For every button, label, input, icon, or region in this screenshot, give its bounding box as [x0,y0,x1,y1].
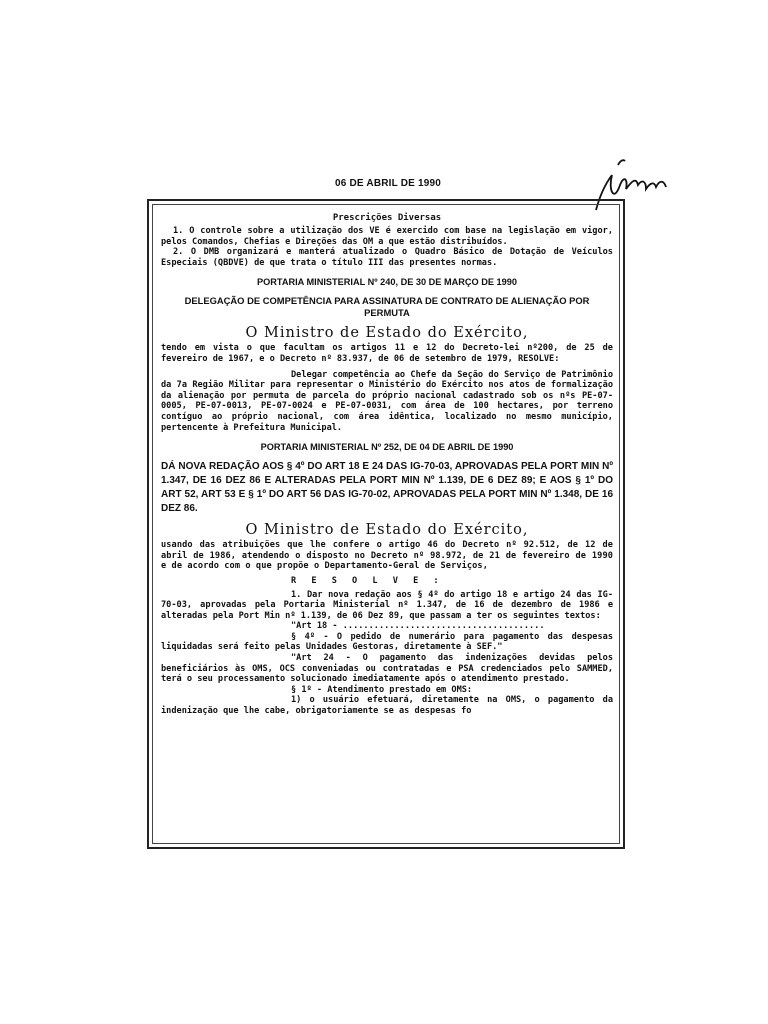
page-date: 06 DE ABRIL DE 1990 [335,178,442,189]
portaria-title: PORTARIA MINISTERIAL Nº 252, DE 04 DE ABRIL DE 1990 [260,442,514,453]
minister-heading: O Ministro de Estado do Exército, [245,325,529,342]
section-title: Prescrições Diversas [332,213,442,223]
paragraph: Delegar competência ao Chefe da Seção do Serviço de Patrimônio da 7a Região Militar para representar o Ministério do Exército nos atos de formalização da alienação por permuta de parcela do próprio nacional cadastrado sob os nºs PE-07-0005, PE-07-0013, PE-07-0024 e PE-07-0031, com área de 100 hectares, por terreno contíguo ao próprio nacional, com área idêntica, localizado no mesmo município, pertencente à Prefeitura Municipal. [161,369,613,433]
paragraph: tendo em vista o que facultam os artigos 11 e 12 do Decreto-lei nº200, de 25 de fevereiro de 1967, e o Decreto nº 83.937, de 06 de setembro de 1979, RESOLVE: [161,343,613,364]
paragraph: "Art 18 - ....................................... [291,621,545,632]
paragraph: usando das atribuições que lhe confere o artigo 46 do Decreto nº 92.512, de 12 de abril de 1986, atendendo o disposto no Decreto nº 98.972, de 21 de fevereiro de 1990 e de acordo com o que propõe o Departamento-Geral de Serviços, [161,540,613,572]
portaria-ementa: DÁ NOVA REDAÇÃO AOS § 4º DO ART 18 E 24 DAS IG-70-03, APROVADAS PELA PORT MIN Nº 1.347, DE 16 DEZ 86 E ALTERADAS PELA PORT MIN Nº 1.139, DE 6 DEZ 89; E AOS § 1º DO ART 52, ART 53 E § 1º DO ART 56 DAS IG-70-02, APROVADAS PELA PORT MIN Nº 1.348, DE 16 DEZ 86. [161,461,613,515]
paragraph: § 4º - O pedido de numerário para pagamento das despesas liquidadas será feito pelas Unidades Gestoras, diretamente à SEF." [161,631,613,653]
portaria-title: PORTARIA MINISTERIAL Nº 240, DE 30 DE MARÇO DE 1990 [257,277,517,288]
minister-heading: O Ministro de Estado do Exército, [245,522,529,539]
paragraph: § 1º - Atendimento prestado em OMS: [291,684,473,695]
document-body [161,213,613,717]
paragraph: "Art 24 - O pagamento das indenizações devidas pelos beneficiários às OMS, OCS conveniadas ou contratadas e PSA credenciados pelo SAMMED, terá o seu processamento solucionado imediatamente após o atendimento prestado. [161,653,613,685]
portaria-ementa: DELEGAÇÃO DE COMPETÊNCIA PARA ASSINATURA DE CONTRATO DE ALIENAÇÃO POR PERMUTA [184,295,590,319]
paragraph: 1) o usuário efetuará, diretamente na OMS, o pagamento da indenização que lhe cabe, obrigatoriamente se as despesas fo [161,695,613,717]
paragraph: 1. Dar nova redação aos § 4º do artigo 18 e artigo 24 das IG-70-03, aprovadas pela Portaria Ministerial nº 1.347, de 16 de dezembro de 1986 e alteradas pela Port Min nº 1.139, de 06 Dez 89, que passam a ter os seguintes textos: [161,589,613,621]
paragraph: 1. O controle sobre a utilização dos VE é exercido com base na legislação em vigor, pelos Comandos, Chefias e Direções das OM a que estão distribuídos. [161,226,613,247]
paragraph: 2. O DMB organizará e manterá atualizado o Quadro Básico de Dotação de Veículos Especiais (QBDVE) de que trata o título III das presentes normas. [161,247,613,268]
resolve-heading: R E S O L V E : [291,575,444,586]
document-frame [147,199,625,849]
